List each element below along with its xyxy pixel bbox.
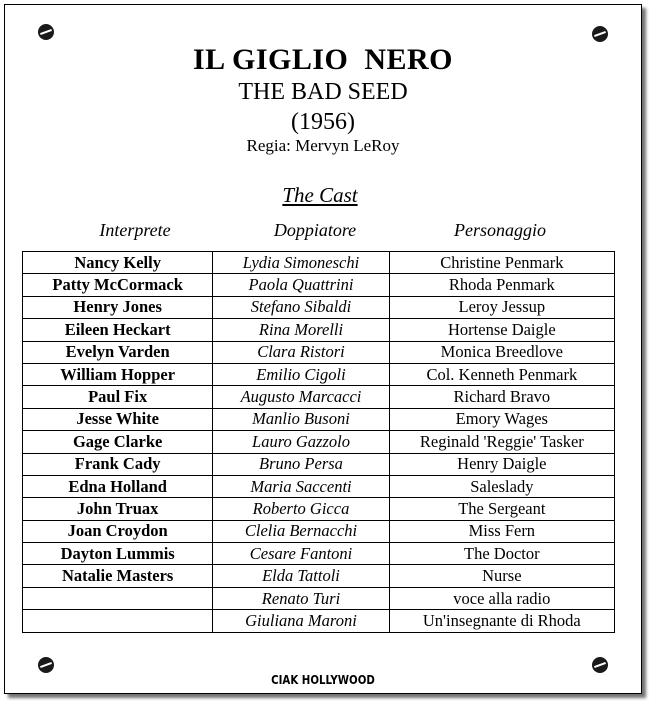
table-row: [23, 363, 615, 385]
film-year: (1956): [291, 109, 355, 135]
screw-icon-top-right: [592, 26, 608, 42]
actor-cell: Frank Cady: [23, 453, 213, 475]
film-director: Regia: Mervyn LeRoy: [246, 136, 400, 155]
table-row: [23, 475, 615, 497]
table-row: [23, 274, 615, 296]
character-cell: Leroy Jessup: [389, 296, 614, 318]
voice-actor-cell: Bruno Persa: [213, 453, 389, 475]
film-title: IL GIGLIO NERO: [192, 43, 454, 76]
table-row: [23, 610, 615, 632]
table-row: [23, 498, 615, 520]
table-row: [23, 453, 615, 475]
character-cell: Monica Breedlove: [389, 341, 614, 363]
character-cell: Emory Wages: [389, 408, 614, 430]
table-row: [23, 431, 615, 453]
table-row: [23, 319, 615, 341]
character-cell: The Doctor: [389, 543, 614, 565]
character-cell: Henry Daigle: [389, 453, 614, 475]
actor-cell: John Truax: [23, 498, 213, 520]
character-cell: voce alla radio: [389, 587, 614, 609]
column-header-personaggio: Personaggio: [454, 220, 546, 240]
voice-actor-cell: Maria Saccenti: [213, 475, 389, 497]
character-cell: The Sergeant: [389, 498, 614, 520]
character-cell: Rhoda Penmark: [389, 274, 614, 296]
screw-icon-bottom-right: [592, 657, 608, 673]
cast-table: [22, 251, 615, 633]
screw-icon-bottom-left: [38, 657, 54, 673]
cast-heading: The Cast: [282, 183, 358, 207]
voice-actor-cell: Augusto Marcacci: [213, 386, 389, 408]
voice-actor-cell: Emilio Cigoli: [213, 363, 389, 385]
table-row: [23, 565, 615, 587]
character-cell: Hortense Daigle: [389, 319, 614, 341]
character-cell: Saleslady: [389, 475, 614, 497]
actor-cell: Paul Fix: [23, 386, 213, 408]
character-cell: Nurse: [389, 565, 614, 587]
voice-actor-cell: Clara Ristori: [213, 341, 389, 363]
table-row: [23, 252, 615, 274]
actor-cell: Dayton Lummis: [23, 543, 213, 565]
actor-cell: Eileen Heckart: [23, 319, 213, 341]
voice-actor-cell: Lauro Gazzolo: [213, 431, 389, 453]
character-cell: Richard Bravo: [389, 386, 614, 408]
column-header-doppiatore: Doppiatore: [273, 220, 357, 240]
voice-actor-cell: Lydia Simoneschi: [213, 252, 389, 274]
character-cell: Christine Penmark: [389, 252, 614, 274]
screw-icon-top-left: [38, 24, 54, 40]
table-row: [23, 520, 615, 542]
actor-cell: Evelyn Varden: [23, 341, 213, 363]
character-cell: Reginald 'Reggie' Tasker: [389, 431, 614, 453]
voice-actor-cell: Elda Tattoli: [213, 565, 389, 587]
character-cell: Miss Fern: [389, 520, 614, 542]
actor-cell: Gage Clarke: [23, 431, 213, 453]
table-row: [23, 296, 615, 318]
ciak-hollywood-logo: CIAK HOLLYWOOD: [271, 673, 375, 687]
table-row: [23, 543, 615, 565]
voice-actor-cell: Renato Turi: [213, 587, 389, 609]
voice-actor-cell: Stefano Sibaldi: [213, 296, 389, 318]
film-original-title: THE BAD SEED: [238, 79, 408, 105]
table-row: [23, 408, 615, 430]
voice-actor-cell: Paola Quattrini: [213, 274, 389, 296]
column-header-interprete: Interprete: [99, 220, 171, 240]
actor-cell: Natalie Masters: [23, 565, 213, 587]
actor-cell: Henry Jones: [23, 296, 213, 318]
voice-actor-cell: Manlio Busoni: [213, 408, 389, 430]
table-row: [23, 386, 615, 408]
actor-cell: Jesse White: [23, 408, 213, 430]
actor-cell: Patty McCormack: [23, 274, 213, 296]
plaque: [4, 4, 642, 694]
actor-cell: William Hopper: [23, 363, 213, 385]
voice-actor-cell: Roberto Gicca: [213, 498, 389, 520]
actor-cell: Nancy Kelly: [23, 252, 213, 274]
actor-cell: [23, 587, 213, 609]
actor-cell: Joan Croydon: [23, 520, 213, 542]
voice-actor-cell: Cesare Fantoni: [213, 543, 389, 565]
actor-cell: Edna Holland: [23, 475, 213, 497]
character-cell: Un'insegnante di Rhoda: [389, 610, 614, 632]
voice-actor-cell: Giuliana Maroni: [213, 610, 389, 632]
table-row: [23, 587, 615, 609]
voice-actor-cell: Rina Morelli: [213, 319, 389, 341]
table-row: [23, 341, 615, 363]
actor-cell: [23, 610, 213, 632]
character-cell: Col. Kenneth Penmark: [389, 363, 614, 385]
voice-actor-cell: Clelia Bernacchi: [213, 520, 389, 542]
